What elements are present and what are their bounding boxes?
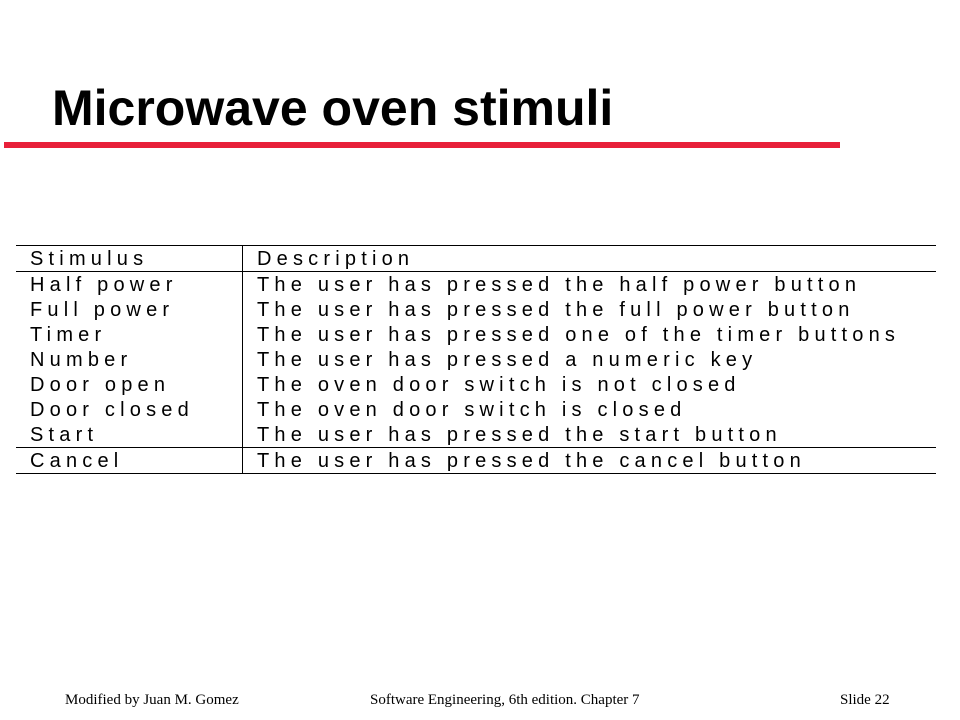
stimulus-cell: Door open [16,372,243,397]
table-row [16,272,936,298]
stimulus-cell: Half power [16,272,243,298]
stimulus-cell: Door closed [16,397,243,422]
description-cell: The oven door switch is not closed [257,373,741,396]
table-row [16,372,936,397]
table-row [16,297,936,322]
stimulus-cell: Number [16,347,243,372]
table-row [16,347,936,372]
description-cell: The user has pressed the full power button [257,298,855,321]
footer-author: Modified by Juan M. Gomez [65,692,239,708]
table-header-row [16,246,936,272]
description-cell: The user has pressed the start button [243,422,937,448]
footer-slide-number: Slide 22 [840,692,890,708]
title-underline [4,142,840,148]
table-row [16,322,936,347]
description-cell: The user has pressed one of the timer buttons [257,323,901,346]
description-cell: The user has pressed the cancel button [243,448,937,474]
footer-course: Software Engineering, 6th edition. Chapter 7 [370,692,640,708]
table-row [16,422,936,448]
stimulus-cell: Cancel [16,448,243,474]
stimulus-cell: Timer [16,322,243,347]
description-cell: The user has pressed a numeric key [257,348,758,371]
stimulus-cell: Start [16,422,243,448]
header-stimulus: Stimulus [16,246,243,272]
table-row [16,397,936,422]
header-description: Description [243,246,937,272]
stimuli-table [16,245,936,474]
table-row [16,448,936,474]
description-cell: The oven door switch is closed [257,398,687,421]
description-cell: The user has pressed the half power button [257,273,862,296]
stimulus-cell: Full power [16,297,243,322]
slide-title: Microwave oven stimuli [52,80,614,136]
